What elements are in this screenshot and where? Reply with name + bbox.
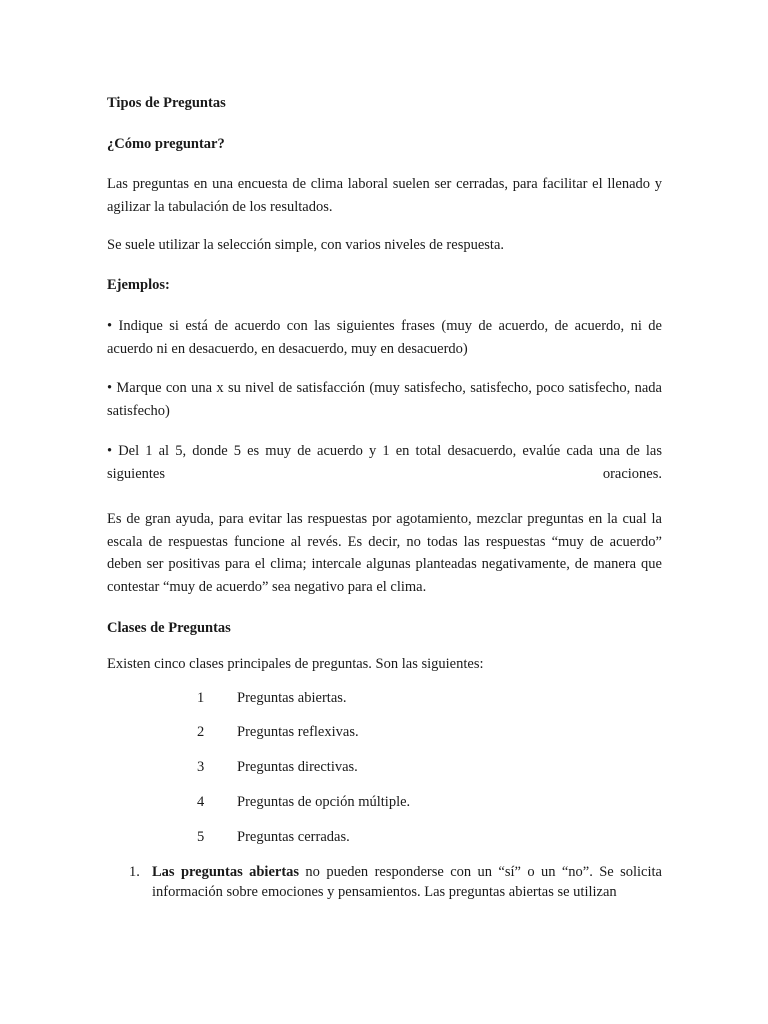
bullet-escala-word-b: oraciones. xyxy=(602,466,662,482)
paragraph-escala-reves: Es de gran ayuda, para evitar las respuestas por agotamiento, mezclar preguntas en la cual la escala de respuestas funcione al revés. Es decir, no todas las respuestas “muy de acuerdo” deben ser positivas para el clima; intercale algunas planteadas negativamente, de manera que contestar “muy de acuerdo” sea negativo para el clima. xyxy=(107,511,662,595)
list-item-number: 2 xyxy=(197,724,205,740)
ordered-item-bold-term: Las preguntas abiertas xyxy=(152,864,300,880)
bullet-escala-line1 xyxy=(107,441,662,461)
heading-ejemplos: Ejemplos: xyxy=(107,277,170,293)
bullet-escala-word-a: siguientes xyxy=(107,466,165,482)
list-item-text: Preguntas directivas. xyxy=(237,759,358,775)
list-item-number: 1 xyxy=(197,690,205,706)
list-item-number: 5 xyxy=(197,829,205,845)
heading-tipos-de-preguntas: Tipos de Preguntas xyxy=(107,95,226,111)
bullet-escala-text: • Del 1 al 5, donde 5 es muy de acuerdo y 1 en total desacuerdo, evalúe cada una de las xyxy=(107,443,662,459)
paragraph-seleccion-simple: Se suele utilizar la selección simple, con varios niveles de respuesta. xyxy=(107,237,505,253)
ordered-item-preguntas-abiertas xyxy=(152,862,662,902)
list-item-number: 4 xyxy=(197,794,205,810)
ordered-item-description: no pueden responderse con un “sí” o un “no”. Se solicita información sobre emociones y pensamientos. Las preguntas abiertas se utilizan xyxy=(152,864,662,900)
bullet-escala-line2 xyxy=(107,464,662,484)
paragraph-preguntas-cerradas: Las preguntas en una encuesta de clima laboral suelen ser cerradas, para facilitar el llenado y agilizar la tabulación de los resultados. xyxy=(107,176,662,215)
ordered-item-number: 1. xyxy=(129,864,140,880)
list-item-text: Preguntas reflexivas. xyxy=(237,724,359,740)
heading-como-preguntar: ¿Cómo preguntar? xyxy=(107,136,225,152)
paragraph-cinco-clases: Existen cinco clases principales de preguntas. Son las siguientes: xyxy=(107,656,484,672)
heading-clases-de-preguntas: Clases de Preguntas xyxy=(107,620,231,636)
bullet-acuerdo: • Indique si está de acuerdo con las siguientes frases (muy de acuerdo, de acuerdo, ni de acuerdo ni en desacuerdo, en desacuerdo, muy en desacuerdo) xyxy=(107,318,662,357)
list-item-text: Preguntas de opción múltiple. xyxy=(237,794,411,810)
list-item-number: 3 xyxy=(197,759,205,775)
list-item-text: Preguntas abiertas. xyxy=(237,690,347,706)
bullet-satisfaccion: • Marque con una x su nivel de satisfacción (muy satisfecho, satisfecho, poco satisfecho, nada satisfecho) xyxy=(107,380,662,419)
list-item-text: Preguntas cerradas. xyxy=(237,829,350,845)
